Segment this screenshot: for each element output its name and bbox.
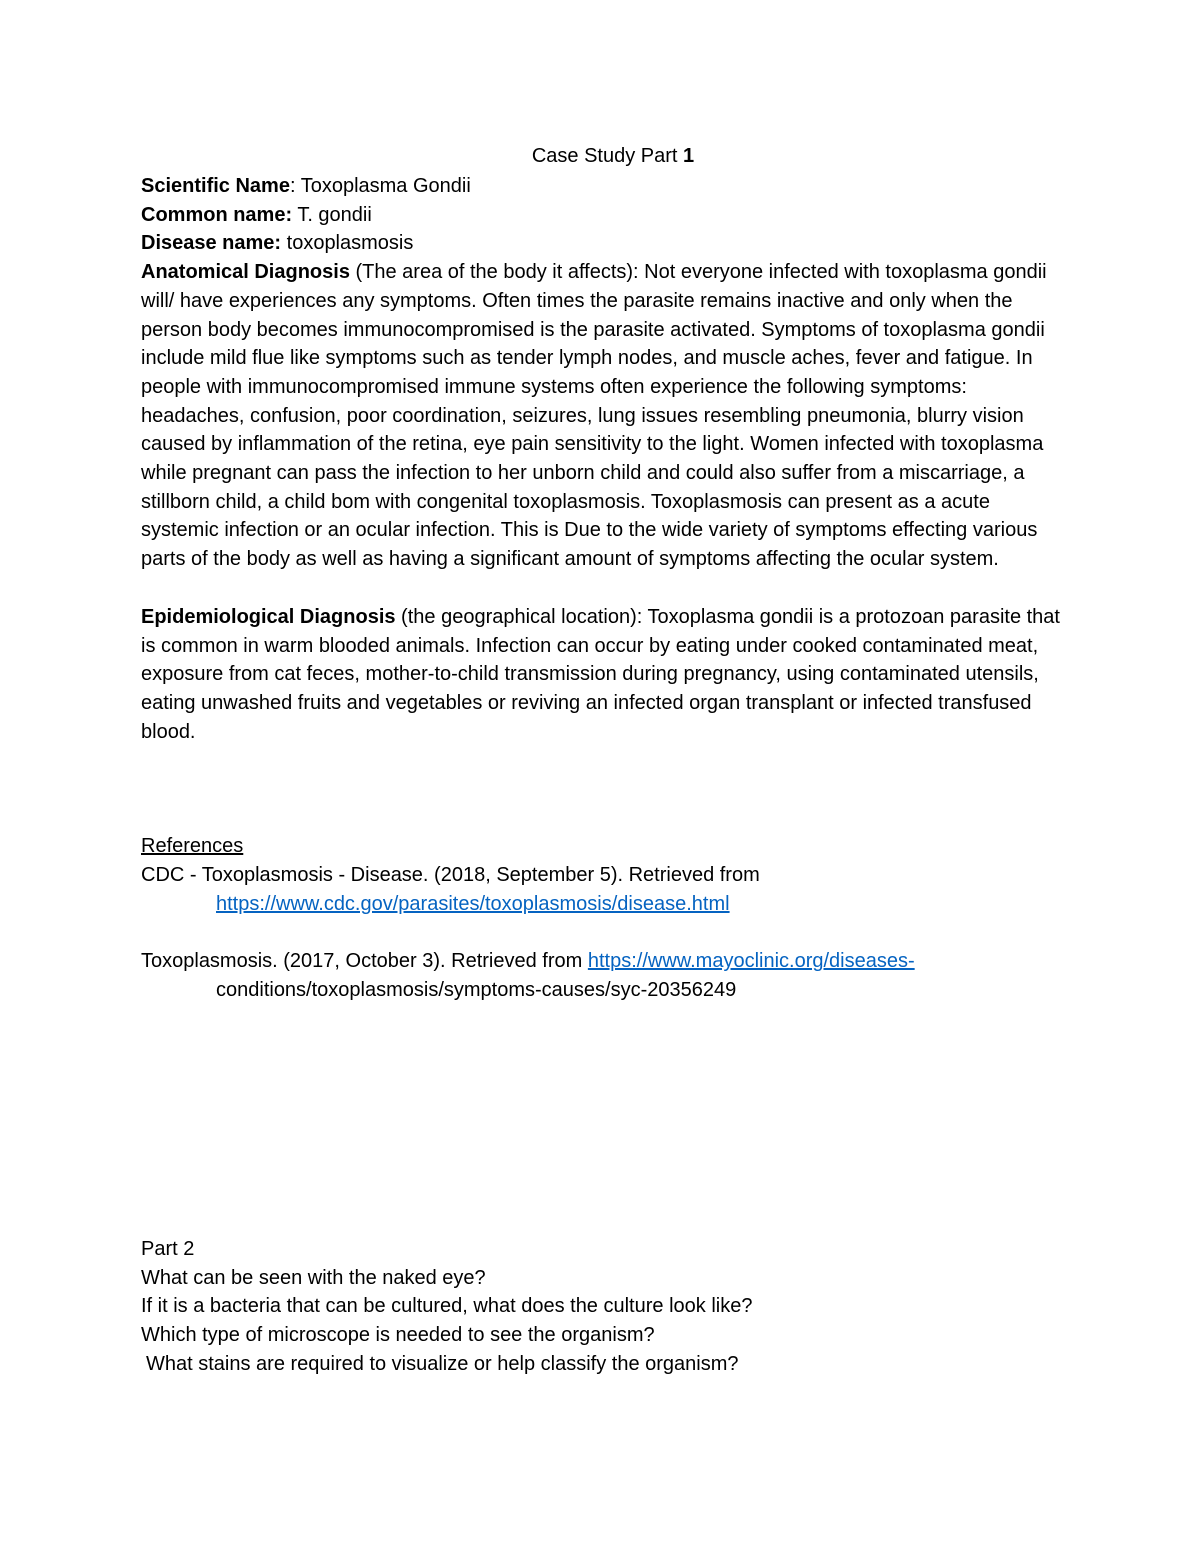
epidemiological-diagnosis-paragraph bbox=[141, 603, 1071, 747]
scientific-name-value: : Toxoplasma Gondii bbox=[289, 175, 471, 197]
part2-question: What stains are required to visualize or help classify the organism? bbox=[146, 1352, 739, 1375]
reference-mayo-link[interactable]: https://www.mayoclinic.org/diseases- bbox=[587, 950, 915, 973]
part2-question: What can be seen with the naked eye? bbox=[141, 1266, 486, 1289]
part2-question: Which type of microscope is needed to see the organism? bbox=[141, 1323, 655, 1346]
common-name-value: T. gondii bbox=[292, 203, 372, 226]
document-body bbox=[141, 140, 1071, 1378]
reference-cdc-link[interactable]: https://www.cdc.gov/parasites/toxoplasmosis/disease.html bbox=[216, 892, 730, 915]
title-text: Case Study Part bbox=[531, 145, 684, 167]
page-title bbox=[141, 140, 1071, 172]
references-heading: References bbox=[141, 835, 244, 858]
reference-entry-mayo bbox=[141, 947, 1071, 1004]
epidemiological-diagnosis-label: Epidemiological Diagnosis bbox=[141, 605, 396, 628]
reference-mayo-tail: conditions/toxoplasmosis/symptoms-causes/syc-20356249 bbox=[216, 979, 737, 1002]
disease-name-line bbox=[141, 229, 1071, 258]
disease-name-value: toxoplasmosis bbox=[281, 232, 414, 255]
spacer bbox=[141, 574, 1071, 603]
scientific-name-line bbox=[141, 172, 1071, 201]
part2-heading: Part 2 bbox=[141, 1237, 195, 1260]
spacer bbox=[141, 918, 1071, 947]
spacer bbox=[141, 1005, 1071, 1235]
disease-name-label: Disease name: bbox=[141, 232, 282, 255]
epidemiological-diagnosis-text: (the geographical location): Toxoplasma gondii is a protozoan parasite that is common in warm blooded animals. Infection can occur by eating under cooked contaminated meat, exposure from cat feces, mother-to-child transmission during pregnancy, using contaminated utensils, eating unwashed fruits and vegetables or reviving an infected organ transplant or infected transfused blood. bbox=[141, 605, 1060, 743]
part2-section bbox=[141, 1235, 1071, 1379]
part2-question: If it is a bacteria that can be cultured, what does the culture look like? bbox=[141, 1295, 753, 1318]
anatomical-diagnosis-text: (The area of the body it affects): Not everyone infected with toxoplasma gondii will/ have experiences any symptoms. Often times the parasite remains inactive and only when the person body becomes immunocompromised is the parasite activated. Symptoms of toxoplasma gondii include mild flue like symptoms such as tender lymph nodes, and muscle aches, fever and fatigue. In people with immunocompromised immune systems often experience the following symptoms: headaches, confusion, poor coordination, seizures, lung issues resembling pneumonia, blurry vision caused by inflammation of the retina, eye pain sensitivity to the light. Women infected with toxoplasma while pregnant can pass the infection to her unborn child and could also suffer from a miscarriage, a stillborn child, a child bom with congenital toxoplasmosis. Toxoplasmosis can present as a acute systemic infection or an ocular infection. This is Due to the wide variety of symptoms effecting various parts of the body as well as having a significant amount of symptoms affecting the ocular system. bbox=[141, 261, 1047, 571]
reference-entry-cdc bbox=[141, 861, 1071, 918]
anatomical-diagnosis-label: Anatomical Diagnosis bbox=[141, 261, 350, 284]
anatomical-diagnosis-paragraph bbox=[141, 258, 1071, 574]
scientific-name-label: Scientific Name bbox=[141, 175, 290, 197]
reference-cdc-text: CDC - Toxoplasmosis - Disease. (2018, September 5). Retrieved from bbox=[141, 864, 760, 887]
spacer bbox=[141, 746, 1071, 832]
common-name-line bbox=[141, 201, 1071, 230]
common-name-label: Common name: bbox=[141, 203, 293, 226]
title-number: 1 bbox=[683, 145, 695, 167]
reference-mayo-text: Toxoplasmosis. (2017, October 3). Retrieved from bbox=[141, 950, 588, 973]
